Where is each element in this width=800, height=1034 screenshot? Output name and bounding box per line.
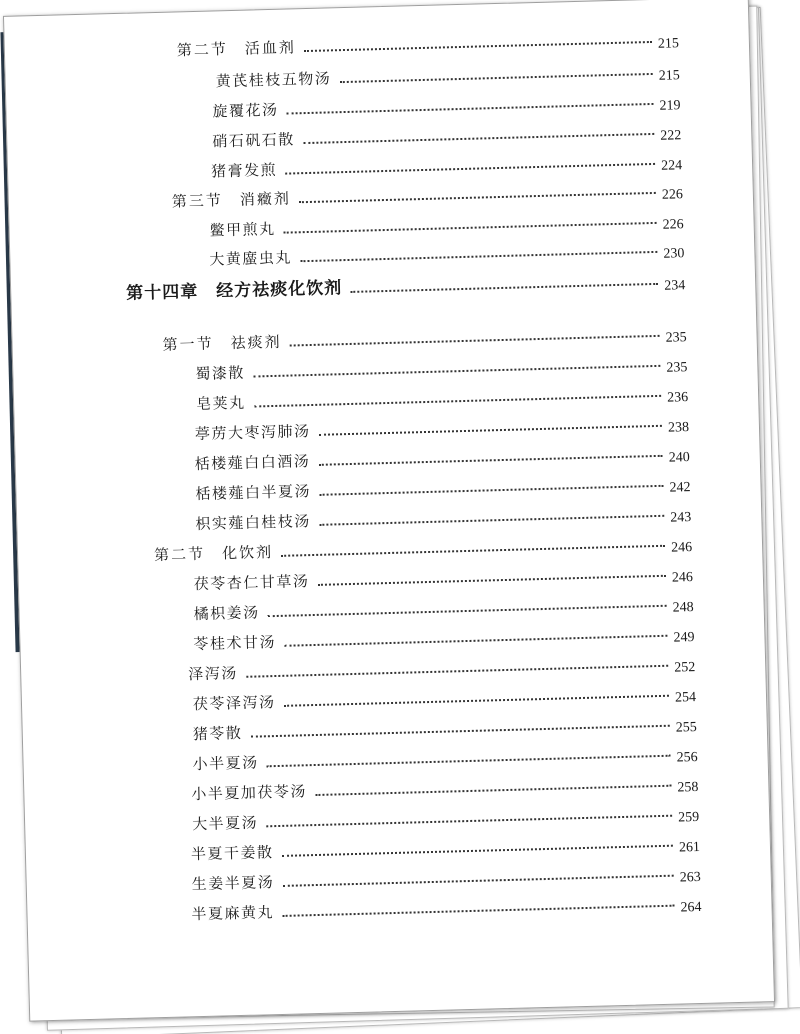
dot-leader — [253, 365, 660, 378]
toc-entry-title: 第三节 消癥剂 — [171, 189, 292, 211]
toc-entry-title: 黄芪桂枝五物汤 — [215, 69, 332, 91]
dot-leader — [267, 755, 671, 768]
toc-entry-title: 小半夏汤 — [192, 753, 259, 774]
dot-leader — [317, 575, 665, 586]
toc-page-number: 249 — [673, 630, 695, 646]
toc-entry-title: 半夏干姜散 — [190, 843, 274, 864]
dot-leader — [284, 695, 669, 707]
toc-entry-title: 第一节 祛痰剂 — [162, 332, 282, 354]
dot-leader — [254, 395, 661, 408]
dot-leader — [287, 103, 654, 115]
toc-entry-title: 半夏麻黄丸 — [191, 903, 275, 924]
toc-page-number: 261 — [678, 839, 701, 856]
dot-leader — [282, 875, 673, 887]
dot-leader — [304, 41, 652, 52]
toc-page-number: 243 — [670, 510, 692, 526]
dot-leader — [281, 545, 665, 557]
toc-page — [3, 0, 775, 1022]
toc-page-number: 258 — [677, 779, 699, 796]
toc-page-number: 263 — [679, 869, 701, 886]
dot-leader — [282, 845, 673, 857]
toc-page-number: 219 — [659, 98, 681, 114]
toc-page-number: 254 — [674, 690, 697, 706]
dot-leader — [266, 815, 672, 828]
toc-page-number: 224 — [660, 158, 683, 174]
dot-leader — [285, 163, 655, 175]
dot-leader — [315, 785, 671, 796]
dot-leader — [250, 725, 669, 738]
toc-page-number: 236 — [666, 390, 689, 406]
toc-page-number: 235 — [665, 330, 687, 346]
dot-leader — [284, 635, 667, 647]
toc-entry-title: 大黄䗪虫丸 — [209, 248, 293, 269]
toc-entry-title: 葶苈大枣泻肺汤 — [194, 422, 311, 444]
toc-page-number: 242 — [669, 480, 691, 496]
toc-entry-title: 小半夏加茯苓汤 — [191, 782, 308, 804]
dot-leader — [282, 905, 674, 917]
toc-entry-title: 硝石矾石散 — [212, 130, 296, 151]
toc-page-number: 226 — [662, 217, 684, 233]
toc-entry-title: 猪苓散 — [192, 723, 243, 744]
toc-chapter — [126, 265, 685, 304]
dot-leader — [318, 455, 662, 466]
toc-entry — [215, 55, 679, 91]
dot-leader — [339, 73, 652, 83]
toc-section — [177, 23, 679, 60]
toc-page-number: 246 — [671, 570, 694, 586]
toc-entry-title: 泽泻汤 — [188, 664, 238, 684]
toc-page-number: 215 — [658, 68, 680, 84]
toc-entry-title: 第十四章 经方祛痰化饮剂 — [126, 278, 343, 304]
dot-leader — [299, 192, 656, 203]
dot-leader — [290, 335, 660, 347]
dot-leader — [268, 605, 667, 617]
toc-entry-title: 栝楼薤白半夏汤 — [195, 482, 312, 504]
toc-entry-title: 旋覆花汤 — [212, 100, 279, 121]
toc-entry-title: 第二节 活血剂 — [176, 38, 297, 60]
toc-entry-title: 茯苓泽泻汤 — [192, 693, 276, 714]
dot-leader — [350, 283, 658, 293]
toc-entry-title: 栝楼薤白白酒汤 — [194, 452, 311, 474]
dot-leader — [319, 485, 663, 496]
toc-entry-title: 鳖甲煎丸 — [209, 219, 276, 240]
toc-page-number: 226 — [661, 187, 684, 203]
toc-entry-title: 第二节 化饮剂 — [153, 543, 274, 565]
toc-entry-title: 猪膏发煎 — [210, 160, 278, 181]
toc-page-number: 246 — [670, 540, 693, 556]
toc-entry-title: 橘枳姜汤 — [193, 603, 260, 624]
toc-page-number: 230 — [663, 246, 685, 262]
toc-page-number: 240 — [668, 450, 690, 466]
table-of-contents — [4, 0, 774, 1021]
toc-entry — [212, 85, 680, 121]
toc-page-number: 234 — [664, 278, 686, 294]
toc-entry-title: 蜀漆散 — [195, 363, 246, 384]
toc-entry-title: 枳实薤白桂枝汤 — [195, 512, 312, 534]
dot-leader — [319, 425, 662, 436]
toc-page-number: 256 — [676, 750, 698, 766]
toc-page-number: 255 — [675, 720, 698, 736]
dot-leader — [303, 133, 654, 144]
toc-page-number: 215 — [657, 36, 680, 52]
toc-entry-title: 茯苓杏仁甘草汤 — [193, 572, 310, 594]
toc-page-number: 248 — [672, 600, 694, 616]
toc-entry-title: 大半夏汤 — [191, 813, 259, 834]
toc-page-number: 252 — [674, 660, 696, 676]
toc-entry-title: 生姜半夏汤 — [191, 873, 275, 894]
toc-page-number: 259 — [677, 809, 700, 826]
toc-page-number: 238 — [667, 420, 690, 436]
toc-page-number: 222 — [660, 128, 682, 144]
toc-page-number: 235 — [666, 360, 688, 376]
dot-leader — [300, 251, 657, 262]
dot-leader — [284, 222, 657, 234]
toc-page-number: 264 — [680, 899, 702, 916]
toc-entry-title: 苓桂术甘汤 — [193, 633, 277, 654]
toc-entry-title: 皂荚丸 — [195, 393, 246, 414]
dot-leader — [246, 665, 668, 678]
toc-entry — [191, 887, 701, 924]
dot-leader — [319, 515, 664, 526]
